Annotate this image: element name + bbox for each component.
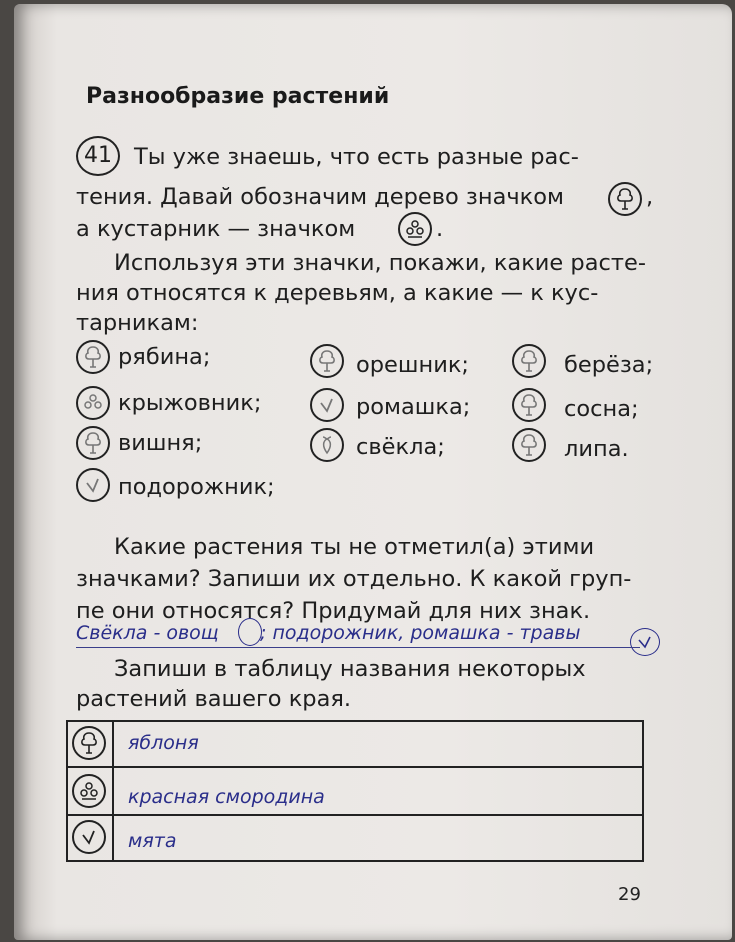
plant-label: крыжовник; — [118, 390, 262, 416]
instruction-line-3: тарникам: — [76, 310, 199, 336]
task-number-badge: 41 — [76, 136, 120, 176]
table-bush-icon — [72, 774, 106, 808]
mark-tree-icon — [512, 388, 546, 422]
plant-label: сосна; — [564, 396, 639, 422]
table-tree-icon — [72, 726, 106, 760]
question-line-2: значками? Запиши их отдельно. К какой груп- — [76, 566, 632, 592]
mark-root-icon — [310, 428, 344, 462]
table-task-line-1: Запиши в таблицу названия некоторых — [114, 656, 586, 682]
question-line-1: Какие растения ты не отметил(а) этими — [114, 534, 595, 560]
intro-line-1: Ты уже знаешь, что есть разные рас- — [134, 144, 579, 170]
mark-check-icon — [310, 388, 344, 422]
handwritten-answer-part1: Свёкла - овощ — [76, 622, 219, 644]
plant-label: рябина; — [118, 344, 211, 370]
intro-period: . — [436, 216, 444, 242]
plant-label: липа. — [564, 436, 629, 462]
tree-icon — [608, 182, 642, 216]
workbook-page — [14, 4, 732, 940]
question-line-3: пе они относятся? Придумай для них знак. — [76, 598, 591, 624]
intro-line-2: тения. Давай обозначим дерево значком — [76, 184, 565, 210]
mark-tree-icon — [76, 340, 110, 374]
intro-comma: , — [646, 184, 654, 210]
table-row: яблоня — [128, 732, 199, 754]
table-row-divider — [68, 766, 642, 768]
intro-line-3: а кустарник — значком — [76, 216, 356, 242]
page-number: 29 — [618, 884, 641, 905]
instruction-line-2: ния относятся к деревьям, а какие — к кус- — [76, 280, 599, 306]
mark-tree-icon — [512, 428, 546, 462]
mark-bush-icon — [76, 386, 110, 420]
plant-label: свёкла; — [356, 434, 445, 460]
handwritten-answer-part2: ; подорожник, ромашка - травы — [260, 622, 581, 644]
plant-label: вишня; — [118, 430, 203, 456]
mark-tree-icon — [512, 344, 546, 378]
instruction-line-1: Используя эти значки, покажи, какие расте- — [114, 250, 646, 276]
bush-icon — [398, 212, 432, 246]
plant-label: берёза; — [564, 352, 654, 378]
table-icon-column-divider — [112, 722, 114, 860]
plant-label: подорожник; — [118, 474, 275, 500]
section-title: Разнообразие растений — [86, 84, 390, 109]
plant-label: ромашка; — [356, 394, 471, 420]
answer-underline — [76, 647, 640, 648]
handwritten-root-icon — [238, 618, 262, 646]
mark-tree-icon — [76, 426, 110, 460]
table-task-line-2: растений вашего края. — [76, 686, 352, 712]
handwritten-check-icon — [630, 628, 660, 656]
mark-check-icon — [76, 468, 110, 502]
plant-label: орешник; — [356, 352, 469, 378]
plants-table — [66, 720, 644, 862]
table-row: мята — [128, 830, 177, 852]
table-row-divider — [68, 814, 642, 816]
table-row: красная смородина — [128, 786, 325, 808]
mark-tree-icon — [310, 344, 344, 378]
table-check-icon — [72, 820, 106, 854]
